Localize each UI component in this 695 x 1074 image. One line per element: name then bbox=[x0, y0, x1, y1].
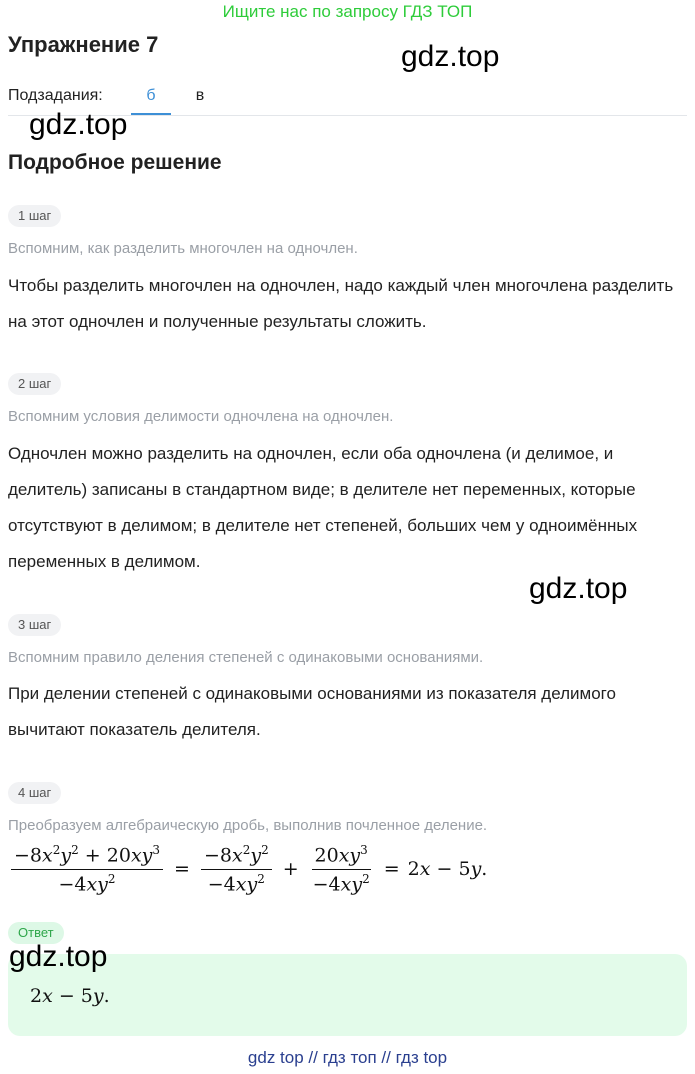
fraction: $\frac{-8x^2y^2 + 20xy^3}{-4xy^2}$ bbox=[11, 843, 163, 895]
watermark: gdz.top bbox=[29, 108, 128, 141]
section-title: Подробное решение bbox=[8, 151, 222, 174]
footer-links[interactable]: gdz top // гдз топ // гдз top bbox=[247, 1048, 448, 1067]
subtask-tab-v[interactable]: в bbox=[195, 87, 205, 104]
subtasks-label: Подзадания: bbox=[8, 87, 103, 104]
answer-box bbox=[8, 954, 687, 1036]
step-text: Одночлен можно разделить на одночлен, если оба одночлена (и делимое, и делитель) записаны в стандартном виде; в делителе нет переменных, которые отсутствуют в делимом; в делителе нет степеней, больших чем у одноимённых переменных в делимом. bbox=[8, 444, 638, 571]
answer-formula: 2x − 5y. bbox=[30, 985, 110, 1007]
step-hint: Вспомним правило деления степеней с одинаковыми основаниями. bbox=[8, 649, 484, 666]
fraction: $\frac{20xy^3}{-4xy^2}$ bbox=[312, 843, 370, 895]
step-badge: 1 шаг bbox=[8, 205, 61, 227]
promo-banner[interactable]: Ищите нас по запросу ГДЗ ТОП bbox=[222, 2, 473, 21]
step-hint: Вспомним, как разделить многочлен на одночлен. bbox=[8, 240, 358, 257]
step-badge: 4 шаг bbox=[8, 782, 61, 804]
step-badge: 2 шаг bbox=[8, 373, 61, 395]
step-hint: Вспомним условия делимости одночлена на одночлен. bbox=[8, 408, 394, 425]
watermark: gdz.top bbox=[401, 40, 500, 73]
fraction: $\frac{-8x^2y^2}{-4xy^2}$ bbox=[201, 843, 272, 895]
solution-formula: $\frac{-8x^2y^2 + 20xy^3}{-4xy^2}$ = $\frac{-8x^2y^2}{-4xy^2}$ + $\frac{20xy^3}{-4xy^2}$ = 2x − 5y. bbox=[8, 838, 487, 900]
step-text: При делении степеней с одинаковыми основаниями из показателя делимого вычитают показатель делителя. bbox=[8, 684, 616, 739]
step-hint: Преобразуем алгебраическую дробь, выполнив почленное деление. bbox=[8, 817, 488, 834]
subtask-tab-b[interactable]: б bbox=[131, 87, 171, 115]
watermark: gdz.top bbox=[9, 940, 108, 973]
watermark: gdz.top bbox=[529, 572, 628, 605]
answer-badge: Ответ bbox=[8, 922, 64, 944]
exercise-title: Упражнение 7 bbox=[8, 32, 159, 57]
step-text: Чтобы разделить многочлен на одночлен, надо каждый член многочлена разделить на этот одночлен и полученные результаты сложить. bbox=[8, 276, 674, 331]
step-badge: 3 шаг bbox=[8, 614, 61, 636]
